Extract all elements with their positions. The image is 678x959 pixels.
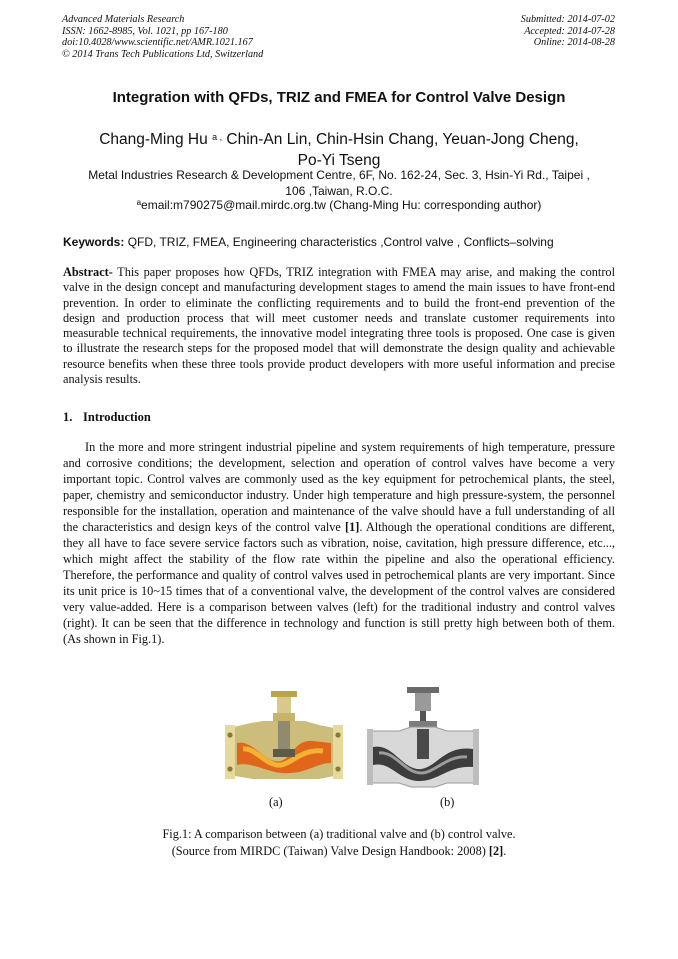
figure-label-b: (b) (440, 795, 455, 809)
paper-title: Integration with QFDs, TRIZ and FMEA for Control Valve Design (112, 89, 566, 106)
author-last: Po-Yi Tseng (297, 152, 381, 169)
submission-dates (521, 14, 615, 49)
keywords (63, 235, 623, 249)
journal-info (62, 14, 263, 60)
keywords-label: Keywords: (63, 235, 125, 249)
caption-line1: Fig.1: A comparison between (a) traditional valve and (b) control valve. (162, 827, 516, 841)
keywords-text: QFD, TRIZ, FMEA, Engineering characteristics ,Control valve , Conflicts–solving (124, 235, 554, 249)
intro-paragraph (63, 439, 615, 647)
valve-illustration (223, 683, 483, 793)
affiliation-line2: 106 ,Taiwan, R.O.C. (285, 183, 393, 198)
author-list (40, 129, 638, 171)
affiliation (55, 168, 623, 199)
email-text: email:m790275@mail.mirdc.org.tw (Chang-Ming Hu: corresponding author) (141, 198, 542, 212)
control-valve-image (367, 687, 479, 787)
figure-1 (223, 683, 483, 793)
copyright-line: © 2014 Trans Tech Publications Ltd, Switzerland (62, 48, 264, 60)
abstract-text: This paper proposes how QFDs, TRIZ integration with FMEA may arise, and making the control valve in the design concept and manufacturing development stages to amend the main issues to have front-end prevention. In order to eliminate the conflicting requirements and to build the front-end prevention of the design and production process that will meet customer needs and translate customer requirements into measurable technical requirements, the innovative model integrating three tools is proposed. One case is given to illustrate the research steps for the proposed model that will demonstrate the design quality and achievable resource benefits when these three tools provide product developers with more useful information and precise analysis results. (63, 265, 615, 387)
traditional-valve-image (225, 691, 343, 779)
author-rest: Chin-An Lin, Chin-Hsin Chang, Yeuan-Jong Cheng, (222, 131, 579, 148)
caption-end: . (503, 844, 507, 858)
section-heading (63, 410, 151, 425)
submitted-date: Submitted: 2014-07-02 (520, 14, 615, 25)
email-line (0, 198, 678, 212)
section-title: Introduction (83, 410, 151, 424)
accepted-date: Accepted: 2014-07-28 (524, 25, 615, 37)
issn-line: ISSN: 1662-8985, Vol. 1021, pp 167-180 (62, 25, 228, 37)
citation-2: [2] (488, 844, 504, 858)
email-superscript: a (136, 198, 142, 207)
abstract-label: Abstract- (63, 265, 113, 279)
figure-label-a: (a) (269, 795, 283, 809)
citation-1: [1] (345, 520, 360, 534)
doi-line: doi:10.4028/www.scientific.net/AMR.1021.167 (62, 37, 253, 49)
author-first: Chang-Ming Hu (99, 131, 208, 148)
caption-line2: (Source from MIRDC (Taiwan) Valve Design Handbook: 2008) (171, 844, 489, 858)
abstract (63, 265, 615, 387)
intro-text-2: . Although the operational conditions are different, they all have to face severe service factors such as vibration, noise, cavitation, high pressure difference, etc..., which might affect the stability of the flow rate within the pipeline and also the operational efficiency. Therefore, the performance and quality of control valves used in petrochemical plants are very important. Since its unit price is 10~15 times that of a conventional valve, the development of the control valves are considered very value-added. Here is a comparison between valves (left) for the traditional industry and control valves (right). It can be seen that the difference in technology and function is still pretty high between both of them. (As shown in Fig.1). (63, 520, 616, 646)
figure-caption (0, 826, 678, 860)
intro-text-1: In the more and more stringent industrial pipeline and system requirements of high temperature, pressure and corrosive conditions; the development, selection and operation of control valves have become a very important topic. Control valves are commonly used as the key equipment for petrochemical plants, the steel, paper, chemistry and semiconductor industry. Under high temperature and high pressure-system, the personnel responsible for the installation, operation and maintenance of the valve should have a full understanding of all the characteristics and design keys of the control valve (63, 440, 615, 534)
affiliation-line1: Metal Industries Research & Development Centre, 6F, No. 162-24, Sec. 3, Hsin-Yi Rd., Taipei , (88, 168, 590, 182)
section-number: 1. (63, 410, 73, 424)
author-superscript: a , (212, 132, 223, 142)
online-date: Online: 2014-08-28 (533, 37, 615, 49)
journal-name: Advanced Materials Research (62, 14, 185, 25)
